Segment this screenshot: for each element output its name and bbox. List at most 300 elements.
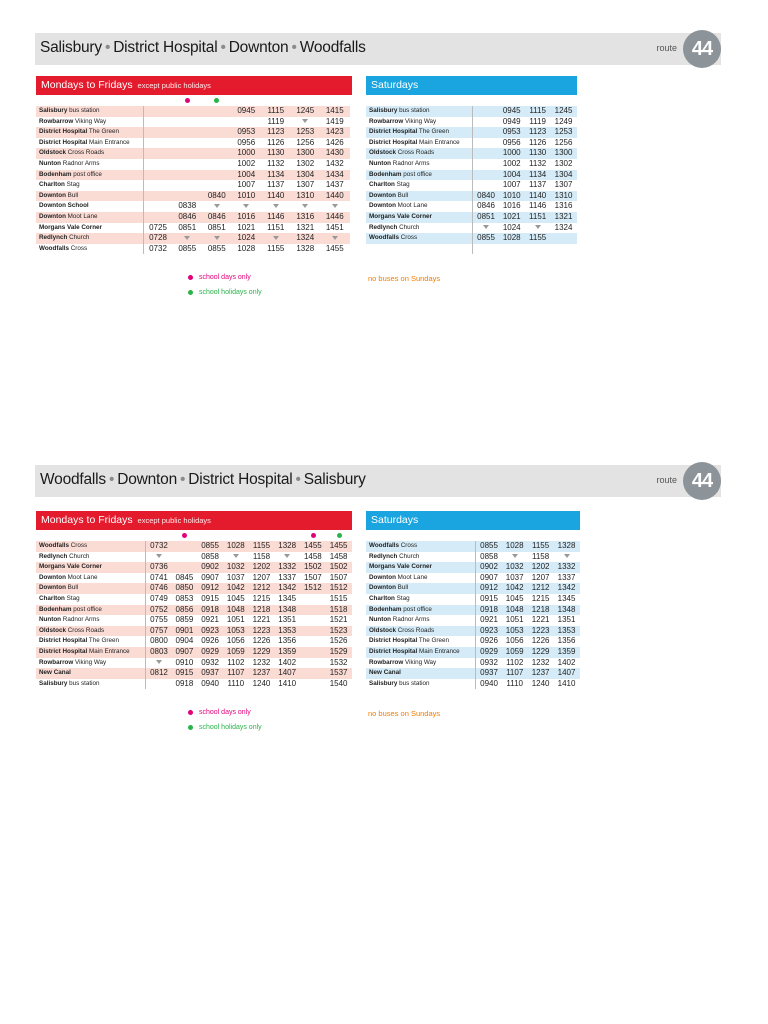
departure-time: 1240 [252,678,271,688]
stop-name: Redlynch Church [36,552,146,563]
stop-name: District Hospital The Green [366,636,476,647]
departure-time: 1158 [252,551,271,561]
departure-time: 1155 [249,541,275,552]
departure-time: 1028 [502,541,528,552]
departure-time: 1107 [223,668,249,679]
departure-time: 1140 [261,191,291,202]
departure-time: 1004 [499,170,525,181]
departure-time [300,615,326,626]
stop-name: Salisbury bus station [366,106,473,117]
departure-time [551,233,577,244]
does-not-stop-icon [146,552,172,563]
saturday-heading-text: Saturdays [371,514,419,526]
departure-time: 1518 [326,605,352,616]
table-row [36,191,350,202]
departure-time: 0926 [480,636,498,646]
departure-time: 0918 [175,678,194,688]
departure-time: 0937 [197,668,223,679]
departure-time [300,626,326,637]
departure-time [473,127,499,138]
departure-time: 1232 [252,657,271,667]
departure-time [173,180,203,191]
departure-time [473,170,499,181]
pink-dot-icon [185,98,190,103]
departure-time: 0846 [173,212,203,223]
table-row [366,106,577,117]
departure-time: 1051 [505,615,524,625]
departure-time: 0856 [172,605,198,616]
stop-name: Woodfalls Cross [366,233,473,244]
stop-name: Woodfalls Cross [36,244,143,255]
table-row [366,127,577,138]
departure-time: 0926 [201,636,219,646]
departure-time [473,138,499,149]
does-not-stop-icon [173,233,203,244]
departure-time: 1407 [554,668,580,679]
departure-time: 1215 [252,593,271,603]
pink-dot-icon [188,710,193,715]
departure-time: 1045 [226,593,245,603]
stop-name: District Hospital Main Entrance [36,647,146,658]
departure-time: 0915 [480,593,498,603]
departure-time: 1430 [320,148,350,159]
departure-time: 0932 [480,657,498,667]
departure-time: 1237 [528,668,554,679]
departure-time: 0932 [201,657,219,667]
departure-time [300,594,326,605]
table-row [366,562,580,573]
departure-time: 1324 [554,222,573,232]
departure-time: 0915 [201,593,219,603]
timetable-grid [366,106,577,254]
table-row [36,626,352,637]
departure-time: 1415 [320,106,350,117]
table-row [36,212,350,223]
departure-time: 1432 [325,158,344,168]
departure-time [473,159,499,170]
stop-name: Salisbury bus station [36,106,143,117]
table-row [366,191,577,202]
departure-time: 0752 [146,605,172,616]
weekday-subheading: except public holidays [137,81,211,90]
departure-time: 1402 [557,657,576,667]
departure-time: 0929 [197,647,223,658]
stop-name: Rowbarrow Viking Way [366,658,476,669]
does-not-stop-icon [232,201,262,212]
departure-time: 1249 [554,116,573,126]
departure-time: 1316 [291,212,321,223]
title-stop: Salisbury [303,471,366,488]
departure-time: 0907 [172,647,198,658]
departure-time: 0907 [480,572,498,582]
table-row [366,552,580,563]
departure-time: 1202 [528,562,554,573]
departure-time [173,170,203,181]
departure-time: 1107 [502,668,528,679]
departure-time: 1410 [278,678,297,688]
departure-time: 1245 [551,106,577,117]
departure-time: 1045 [505,593,524,603]
departure-time: 1521 [329,615,348,625]
departure-time: 1328 [274,541,300,552]
stop-name: Oldstock Cross Roads [36,148,143,159]
departure-time: 1137 [267,180,285,190]
departure-time: 1028 [223,541,249,552]
departure-time: 0929 [476,647,502,658]
departure-time: 1110 [506,678,523,688]
table-row [366,668,580,679]
stop-name: Redlynch Church [366,223,473,234]
stop-name: Rowbarrow Viking Way [36,658,146,669]
departure-time: 1010 [232,191,262,202]
departure-time: 1007 [237,180,256,190]
departure-time: 1356 [557,636,576,646]
departure-time [473,117,499,128]
departure-time [300,658,326,669]
departure-time: 1028 [499,233,525,244]
departure-time: 1253 [551,127,577,138]
departure-time: 1032 [502,562,528,573]
stop-name: Downton Moot Lane [36,573,146,584]
departure-time: 1359 [554,647,580,658]
departure-time [202,138,232,149]
legend-school-holidays [188,289,262,296]
departure-time: 1332 [274,562,300,573]
table-row [366,573,580,584]
table-row [36,244,350,255]
inbound-title-bar [35,465,721,497]
title-stop: Salisbury [40,39,102,56]
departure-time: 1537 [326,668,352,679]
departure-time: 1532 [329,657,348,667]
table-row [366,212,577,223]
stop-name: Bodenham post office [36,170,143,181]
departure-time: 1053 [502,626,528,637]
table-row [36,138,350,149]
stop-name [366,244,473,255]
departure-time: 1337 [278,572,297,582]
title-stop: Downton [117,471,177,488]
stop-name: Bodenham post office [36,605,146,616]
table-row [36,117,350,128]
departure-time: 1324 [291,233,321,244]
stop-name: Rowbarrow Viking Way [36,117,143,128]
departure-time: 0918 [476,605,502,616]
table-row [366,626,580,637]
departure-time: 0956 [237,137,256,147]
departure-time: 0953 [232,127,262,138]
departure-time [146,679,172,690]
departure-time: 0907 [201,572,219,582]
departure-time: 1102 [506,657,524,667]
departure-time: 1353 [274,626,300,637]
departure-time: 1310 [551,191,577,202]
stop-name: Salisbury bus station [366,679,476,690]
departure-time: 1223 [249,626,275,637]
departure-time: 1132 [267,158,285,168]
departure-time: 1123 [261,127,291,138]
route-number-badge: 44 [683,462,721,500]
departure-time: 1024 [232,233,262,244]
departure-time: 1132 [529,158,547,168]
legend-school-days [188,709,251,716]
departure-time: 1426 [325,137,344,147]
title-stop: Downton [228,39,289,56]
departure-time: 0855 [473,233,499,244]
departure-time [300,668,326,679]
departure-time: 1507 [303,572,322,582]
table-row [36,647,352,658]
departure-time: 0921 [201,615,219,625]
departure-time: 1000 [499,148,525,159]
departure-time [473,180,499,191]
departure-time: 1037 [226,572,245,582]
departure-time: 1016 [502,201,521,211]
marker-row [366,530,580,541]
table-row [366,658,580,669]
departure-time: 1218 [528,605,554,616]
departure-time: 1237 [249,668,275,679]
departure-time: 1126 [529,137,547,147]
legend-school-holidays [188,724,262,731]
departure-time: 1000 [232,148,262,159]
stop-name: Nunton Radnor Arms [36,615,146,626]
departure-time: 1016 [232,212,262,223]
departure-time: 1021 [237,222,256,232]
legend-school-days [188,274,251,281]
outbound-saturday-timetable [366,76,577,254]
stop-name: Charlton Stag [36,594,146,605]
does-not-stop-icon [320,233,350,244]
departure-time: 1215 [531,593,550,603]
table-row [366,159,577,170]
departure-time: 0851 [207,222,226,232]
departure-time: 0853 [175,593,194,603]
departure-time: 1123 [525,127,551,138]
departure-time [202,170,232,181]
does-not-stop-icon [202,201,232,212]
departure-time: 0803 [146,647,172,658]
marker-row [366,95,577,106]
stop-name: Morgans Vale Corner [366,212,473,223]
departure-time: 1130 [525,148,551,159]
departure-time: 1300 [551,148,577,159]
saturday-heading [366,76,577,95]
departure-time [173,127,203,138]
no-sunday-note: no buses on Sundays [368,274,441,283]
title-stop: Woodfalls [40,471,106,488]
table-row [36,594,352,605]
outbound-weekday-timetable [36,76,352,254]
departure-time [143,159,173,170]
departure-time: 0904 [175,636,194,646]
departure-time: 1328 [296,243,315,253]
departure-time: 1059 [223,647,249,658]
departure-time: 1207 [252,572,271,582]
departure-time: 1321 [551,212,577,223]
departure-time: 1146 [529,201,547,211]
departure-time [300,605,326,616]
departure-time: 1010 [499,191,525,202]
departure-time [300,647,326,658]
table-row [36,552,352,563]
departure-time [173,191,203,202]
departure-time: 1302 [296,158,315,168]
departure-time [202,159,232,170]
does-not-stop-icon [473,223,499,234]
departure-time: 0850 [172,583,198,594]
departure-time: 1328 [554,541,580,552]
title-stop: Woodfalls [299,39,366,56]
title-stop: District Hospital [113,39,218,56]
stop-name: Nunton Radnor Arms [366,615,476,626]
departure-time: 0921 [480,615,498,625]
legend-text: school holidays only [199,724,262,731]
departure-time: 0956 [502,137,521,147]
table-row [36,127,350,138]
stop-name: Oldstock Cross Roads [36,626,146,637]
table-row [366,117,577,128]
departure-time: 0859 [175,615,194,625]
departure-time: 1226 [252,636,271,646]
table-row [36,658,352,669]
departure-time: 1155 [267,243,285,253]
marker-row [36,95,352,106]
stop-name: Bodenham post office [366,605,476,616]
departure-time: 1434 [320,170,350,181]
departure-time [202,180,232,191]
departure-time: 0755 [150,615,168,625]
departure-time: 0940 [201,678,219,688]
departure-time: 1302 [554,158,573,168]
route-label: route [656,475,677,485]
departure-time: 1232 [531,657,550,667]
table-row [36,583,352,594]
departure-time [499,244,525,255]
departure-time: 0800 [150,636,168,646]
departure-time: 1202 [249,562,275,573]
departure-time: 0736 [146,562,172,573]
table-row [36,605,352,616]
inbound-saturday-timetable [366,511,580,689]
departure-time: 1402 [278,657,297,667]
departure-time: 1048 [502,605,528,616]
departure-time: 1307 [554,180,573,190]
departure-time: 1345 [278,593,297,603]
departure-time: 0846 [202,212,232,223]
table-row [36,170,350,181]
pink-dot-icon [188,275,193,280]
table-row [36,562,352,573]
departure-time: 1253 [291,127,321,138]
departure-time: 0902 [197,562,223,573]
table-row [366,636,580,647]
departure-time [172,562,198,573]
no-sunday-note: no buses on Sundays [368,709,441,718]
does-not-stop-icon [291,117,321,128]
stop-name: District Hospital The Green [36,636,146,647]
departure-time: 0910 [175,657,194,667]
does-not-stop-icon [261,233,291,244]
departure-time: 1359 [274,647,300,658]
departure-time: 1212 [528,583,554,594]
departure-time: 1240 [531,678,550,688]
departure-time [173,117,203,128]
departure-time: 0855 [178,243,197,253]
departure-time: 1140 [525,191,551,202]
departure-time: 1515 [329,593,348,603]
table-row [36,679,352,690]
departure-time: 1502 [300,562,326,573]
table-row [36,668,352,679]
table-row [366,233,577,244]
departure-time: 1307 [296,180,315,190]
departure-time: 1310 [291,191,321,202]
route-number-badge: 44 [683,30,721,68]
weekday-subheading: except public holidays [137,516,211,525]
table-row [36,636,352,647]
departure-time: 0858 [480,551,498,561]
departure-time [173,148,203,159]
departure-time: 1024 [502,222,521,232]
departure-time: 1423 [320,127,350,138]
stop-name: Woodfalls Cross [36,541,146,552]
departure-time: 1451 [325,222,344,232]
departure-time [202,127,232,138]
does-not-stop-icon [223,552,249,563]
outbound-title-bar [35,33,721,65]
departure-time [202,148,232,159]
table-row [36,233,350,244]
departure-time: 0851 [178,222,197,232]
departure-time: 0902 [476,562,502,573]
departure-time: 0945 [232,106,262,117]
table-row [366,605,580,616]
departure-time: 1356 [278,636,297,646]
green-dot-icon [188,725,193,730]
departure-time: 0855 [207,243,226,253]
stop-name: Nunton Radnor Arms [36,159,143,170]
departure-time: 1218 [249,605,275,616]
departure-time: 1348 [274,605,300,616]
pink-dot-icon [182,533,187,538]
departure-time: 0855 [476,541,502,552]
stop-name: District Hospital Main Entrance [366,647,476,658]
does-not-stop-icon [502,552,528,563]
departure-time: 1137 [529,180,547,190]
departure-time: 1321 [296,222,315,232]
stop-name: District Hospital Main Entrance [36,138,143,149]
departure-time: 1056 [505,636,524,646]
green-dot-icon [188,290,193,295]
departure-time: 1523 [326,626,352,637]
departure-time: 1037 [505,572,524,582]
does-not-stop-icon [146,658,172,669]
table-row [366,201,577,212]
departure-time: 1130 [261,148,291,159]
departure-time [143,170,173,181]
does-not-stop-icon [202,233,232,244]
departure-time: 1032 [223,562,249,573]
departure-time: 1351 [278,615,297,625]
departure-time: 1158 [531,551,550,561]
departure-time: 1540 [329,678,348,688]
departure-time: 0845 [175,572,194,582]
stop-name: Downton Bull [36,583,146,594]
departure-time: 1007 [502,180,521,190]
departure-time [173,138,203,149]
departure-time: 1002 [502,158,521,168]
